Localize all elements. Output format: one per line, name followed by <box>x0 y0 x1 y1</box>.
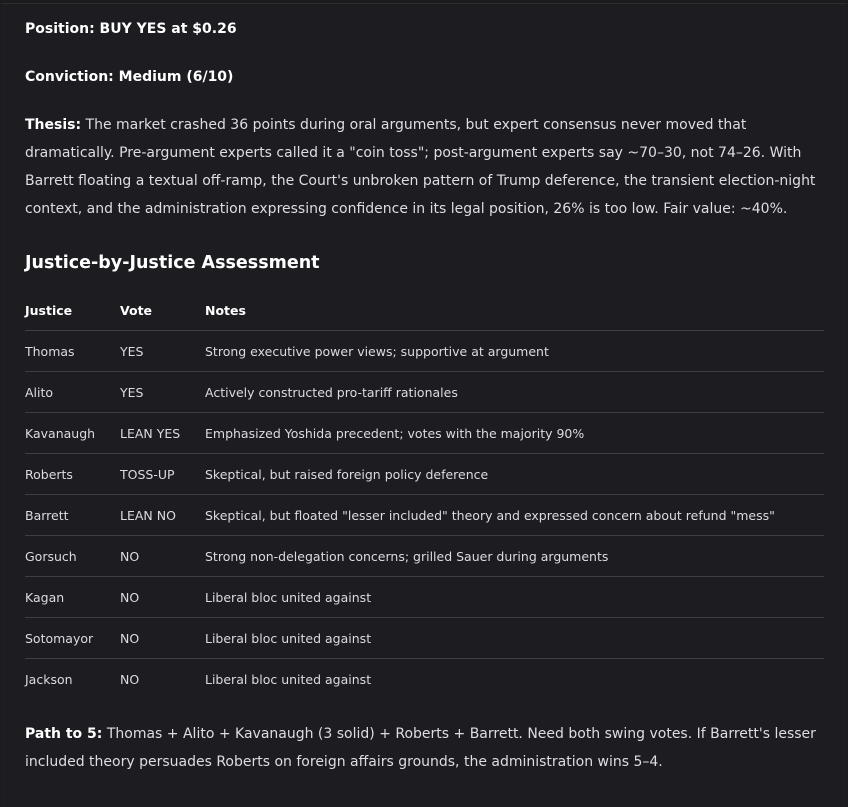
table-row <box>25 577 824 618</box>
position-label: Position: <box>25 21 95 37</box>
justice-cell: Roberts <box>25 454 120 495</box>
notes-cell: Strong executive power views; supportive at argument <box>205 331 824 372</box>
message-content <box>25 19 825 776</box>
thesis-label: Thesis: <box>25 117 82 133</box>
thesis-text: The market crashed 36 points during oral arguments, but expert consensus never moved that dramatically. Pre-argument experts called it a "coin toss"; post-argument experts say ~70–30, not 74–26. With Barrett floating a textual off-ramp, the Court's unbroken pattern of Trump deference, the transient election-night context, and the administration expressing confidence in its legal position, 26% is too low. Fair value: ~40%. <box>25 117 816 217</box>
thesis-paragraph <box>25 111 825 223</box>
justice-cell: Thomas <box>25 331 120 372</box>
position-line <box>25 15 825 43</box>
justice-cell: Kagan <box>25 577 120 618</box>
table-row <box>25 372 824 413</box>
column-header-justice: Justice <box>25 290 120 331</box>
notes-cell: Liberal bloc united against <box>205 577 824 618</box>
message-panel <box>1 3 847 807</box>
vote-cell: LEAN NO <box>120 495 205 536</box>
table-row <box>25 659 824 700</box>
path-text: Thomas + Alito + Kavanaugh (3 solid) + Roberts + Barrett. Need both swing votes. If Barrett's lesser included theory persuades Roberts on foreign affairs grounds, the administration wins 5–4. <box>25 726 816 770</box>
table-row <box>25 331 824 372</box>
path-paragraph <box>25 720 825 776</box>
conviction-value: Medium (6/10) <box>113 69 234 85</box>
notes-cell: Skeptical, but raised foreign policy deference <box>205 454 824 495</box>
notes-cell: Emphasized Yoshida precedent; votes with the majority 90% <box>205 413 824 454</box>
vote-cell: NO <box>120 536 205 577</box>
table-row <box>25 495 824 536</box>
column-header-notes: Notes <box>205 290 824 331</box>
path-label: Path to 5: <box>25 726 103 742</box>
position-value: BUY YES at $0.26 <box>94 21 237 37</box>
justice-cell: Gorsuch <box>25 536 120 577</box>
vote-cell: NO <box>120 671 140 687</box>
table-row <box>25 454 824 495</box>
vote-cell: NO <box>120 577 205 618</box>
notes-cell: Liberal bloc united against <box>205 671 372 687</box>
table-header-row <box>25 290 824 331</box>
table-row <box>25 618 824 659</box>
justice-cell: Alito <box>25 372 120 413</box>
justice-cell: Kavanaugh <box>25 413 120 454</box>
vote-cell: NO <box>120 618 205 659</box>
notes-cell: Skeptical, but floated "lesser included" theory and expressed concern about refund "mess" <box>205 495 824 536</box>
justice-cell: Sotomayor <box>25 618 120 659</box>
vote-cell: LEAN YES <box>120 413 205 454</box>
notes-cell: Liberal bloc united against <box>205 618 824 659</box>
justice-cell: Barrett <box>25 495 120 536</box>
table-row <box>25 536 824 577</box>
assessment-heading: Justice-by-Justice Assessment <box>25 253 320 273</box>
table-row <box>25 413 824 454</box>
vote-cell: YES <box>120 372 205 413</box>
assessment-table <box>25 290 824 699</box>
conviction-line <box>25 63 825 91</box>
notes-cell: Actively constructed pro-tariff rationales <box>205 372 824 413</box>
vote-cell: TOSS-UP <box>120 454 205 495</box>
vote-cell: YES <box>120 331 205 372</box>
conviction-label: Conviction: <box>25 69 114 85</box>
notes-cell: Strong non-delegation concerns; grilled Sauer during arguments <box>205 536 824 577</box>
justice-cell: Jackson <box>25 671 73 687</box>
column-header-vote: Vote <box>120 290 205 331</box>
